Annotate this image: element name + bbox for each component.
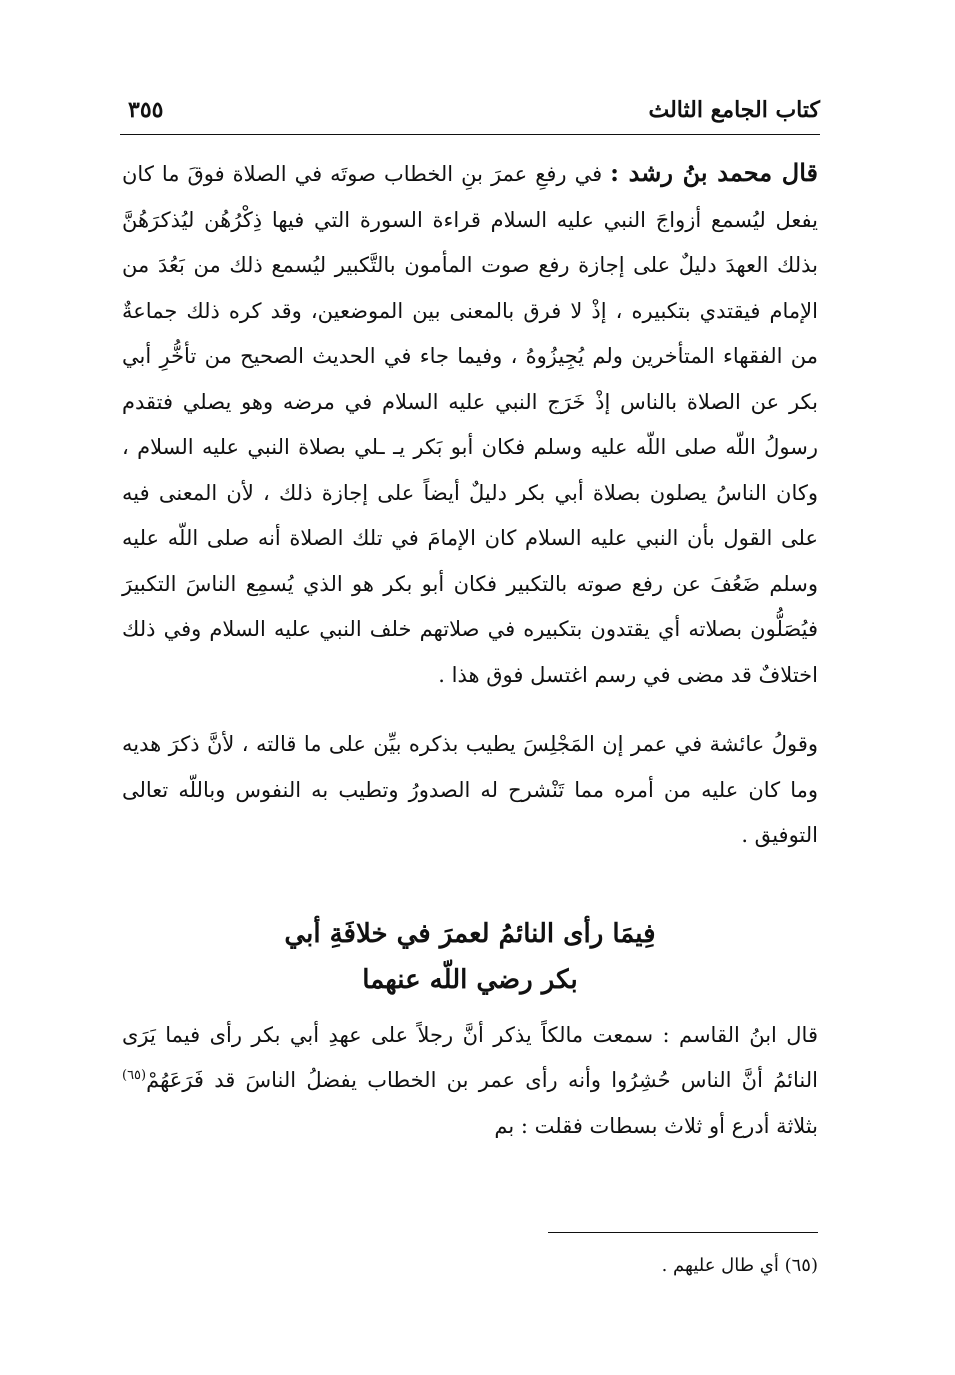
paragraph-3 xyxy=(122,1013,818,1150)
paragraph-text-continued: بثلاثة أدرع أو ثلاث بسطات فقلت : بم xyxy=(494,1113,818,1138)
page-number: ٣٥٥ xyxy=(128,97,164,123)
page-header xyxy=(120,92,820,132)
paragraph-text: وقولُ عائشة في عمر إن المَجْلِسَ يطيب بذكره بيِّن على ما قالته ، لأنَّ ذكرَ هديه وما كان عليه من أمره مما تَنْشرح له الصدورُ وتطيب به النفوس وباللّه تعالى التوفيق . xyxy=(122,732,818,847)
footnote-reference[interactable]: (٦٥) xyxy=(122,1068,147,1083)
paragraph-text: قال ابنُ القاسم : سمعت مالكاً يذكر أنَّ رجلاً على عهدِ أبي بكر رأى فيما يَرَى النائمُ أنَّ الناس حُشِرُوا وأنه رأى عمر بن الخطاب يفضلُ الناسَ قد فَرَعَهُمْ xyxy=(122,1022,818,1092)
running-title: كتاب الجامع الثالث xyxy=(648,97,820,123)
section-heading-line-1: فِيمَا رأى النائمُ لعمرَ في خلافَةِ أبي xyxy=(284,918,656,949)
paragraph-lead: قال محمد بنُ رشد : xyxy=(610,158,818,187)
paragraph-2 xyxy=(122,722,818,859)
footnote: (٦٥) أي طال عليهم . xyxy=(661,1255,818,1276)
section-heading-line-2: بكر رضي اللّه عنهما xyxy=(362,964,578,995)
paragraph-1 xyxy=(122,150,818,698)
header-divider xyxy=(120,134,820,135)
footnote-divider xyxy=(548,1232,818,1233)
section-heading xyxy=(122,911,818,1003)
body-text xyxy=(122,150,818,1149)
paragraph-text: في رفعِ عمرَ بنِ الخطاب صوتَه في الصلاة فوقَ ما كان يفعل ليُسمع أزواجَ النبي عليه السلام قراءة السورة التي فيها ذِكْرُهُن ليُذكرَهُنَّ بذلك العهدَ دليلٌ على إجازة رفع صوت المأمون بالتَّكبير ليُسمع ذلك من بَعُدَ من الإمام فيقتدي بتكبيره ، إذْ لا فرق بالمعنى بين الموضعين، وقد كره ذلك جماعةٌ من الفقهاء المتأخرين ولم يُجِيزُوهُ ، وفيما جاء في الحديث الصحيح من تأخُّرِ أبي بكر عن الصلاة بالناس إذْ خَرَج النبي عليه السلام في مرضه وهو يصلي فتقدم رسولُ اللّه صلى اللّه عليه وسلم فكان أبو بَكر يـ ـلي بصلاة النبي عليه السلام ، وكان الناسُ يصلون بصلاة أبي بكر دليلٌ أيضاً على إجازة ذلك ، لأن المعنى فيه على القول بأن النبي عليه السلام كان الإمامَ في تلك الصلاة أنه صلى اللّه عليه وسلم ضَعُفَ عن رفع صوته بالتكبير فكان أبو بكر هو الذي يُسمِع الناسَ التكبيرَ فيُصَلُّون بصلاته أي يقتدون بتكبيره في صلاتهم خلف النبي عليه السلام وفي ذلك اختلافٌ قد مضى في رسم اغتسل فوق هذا . xyxy=(122,162,818,687)
